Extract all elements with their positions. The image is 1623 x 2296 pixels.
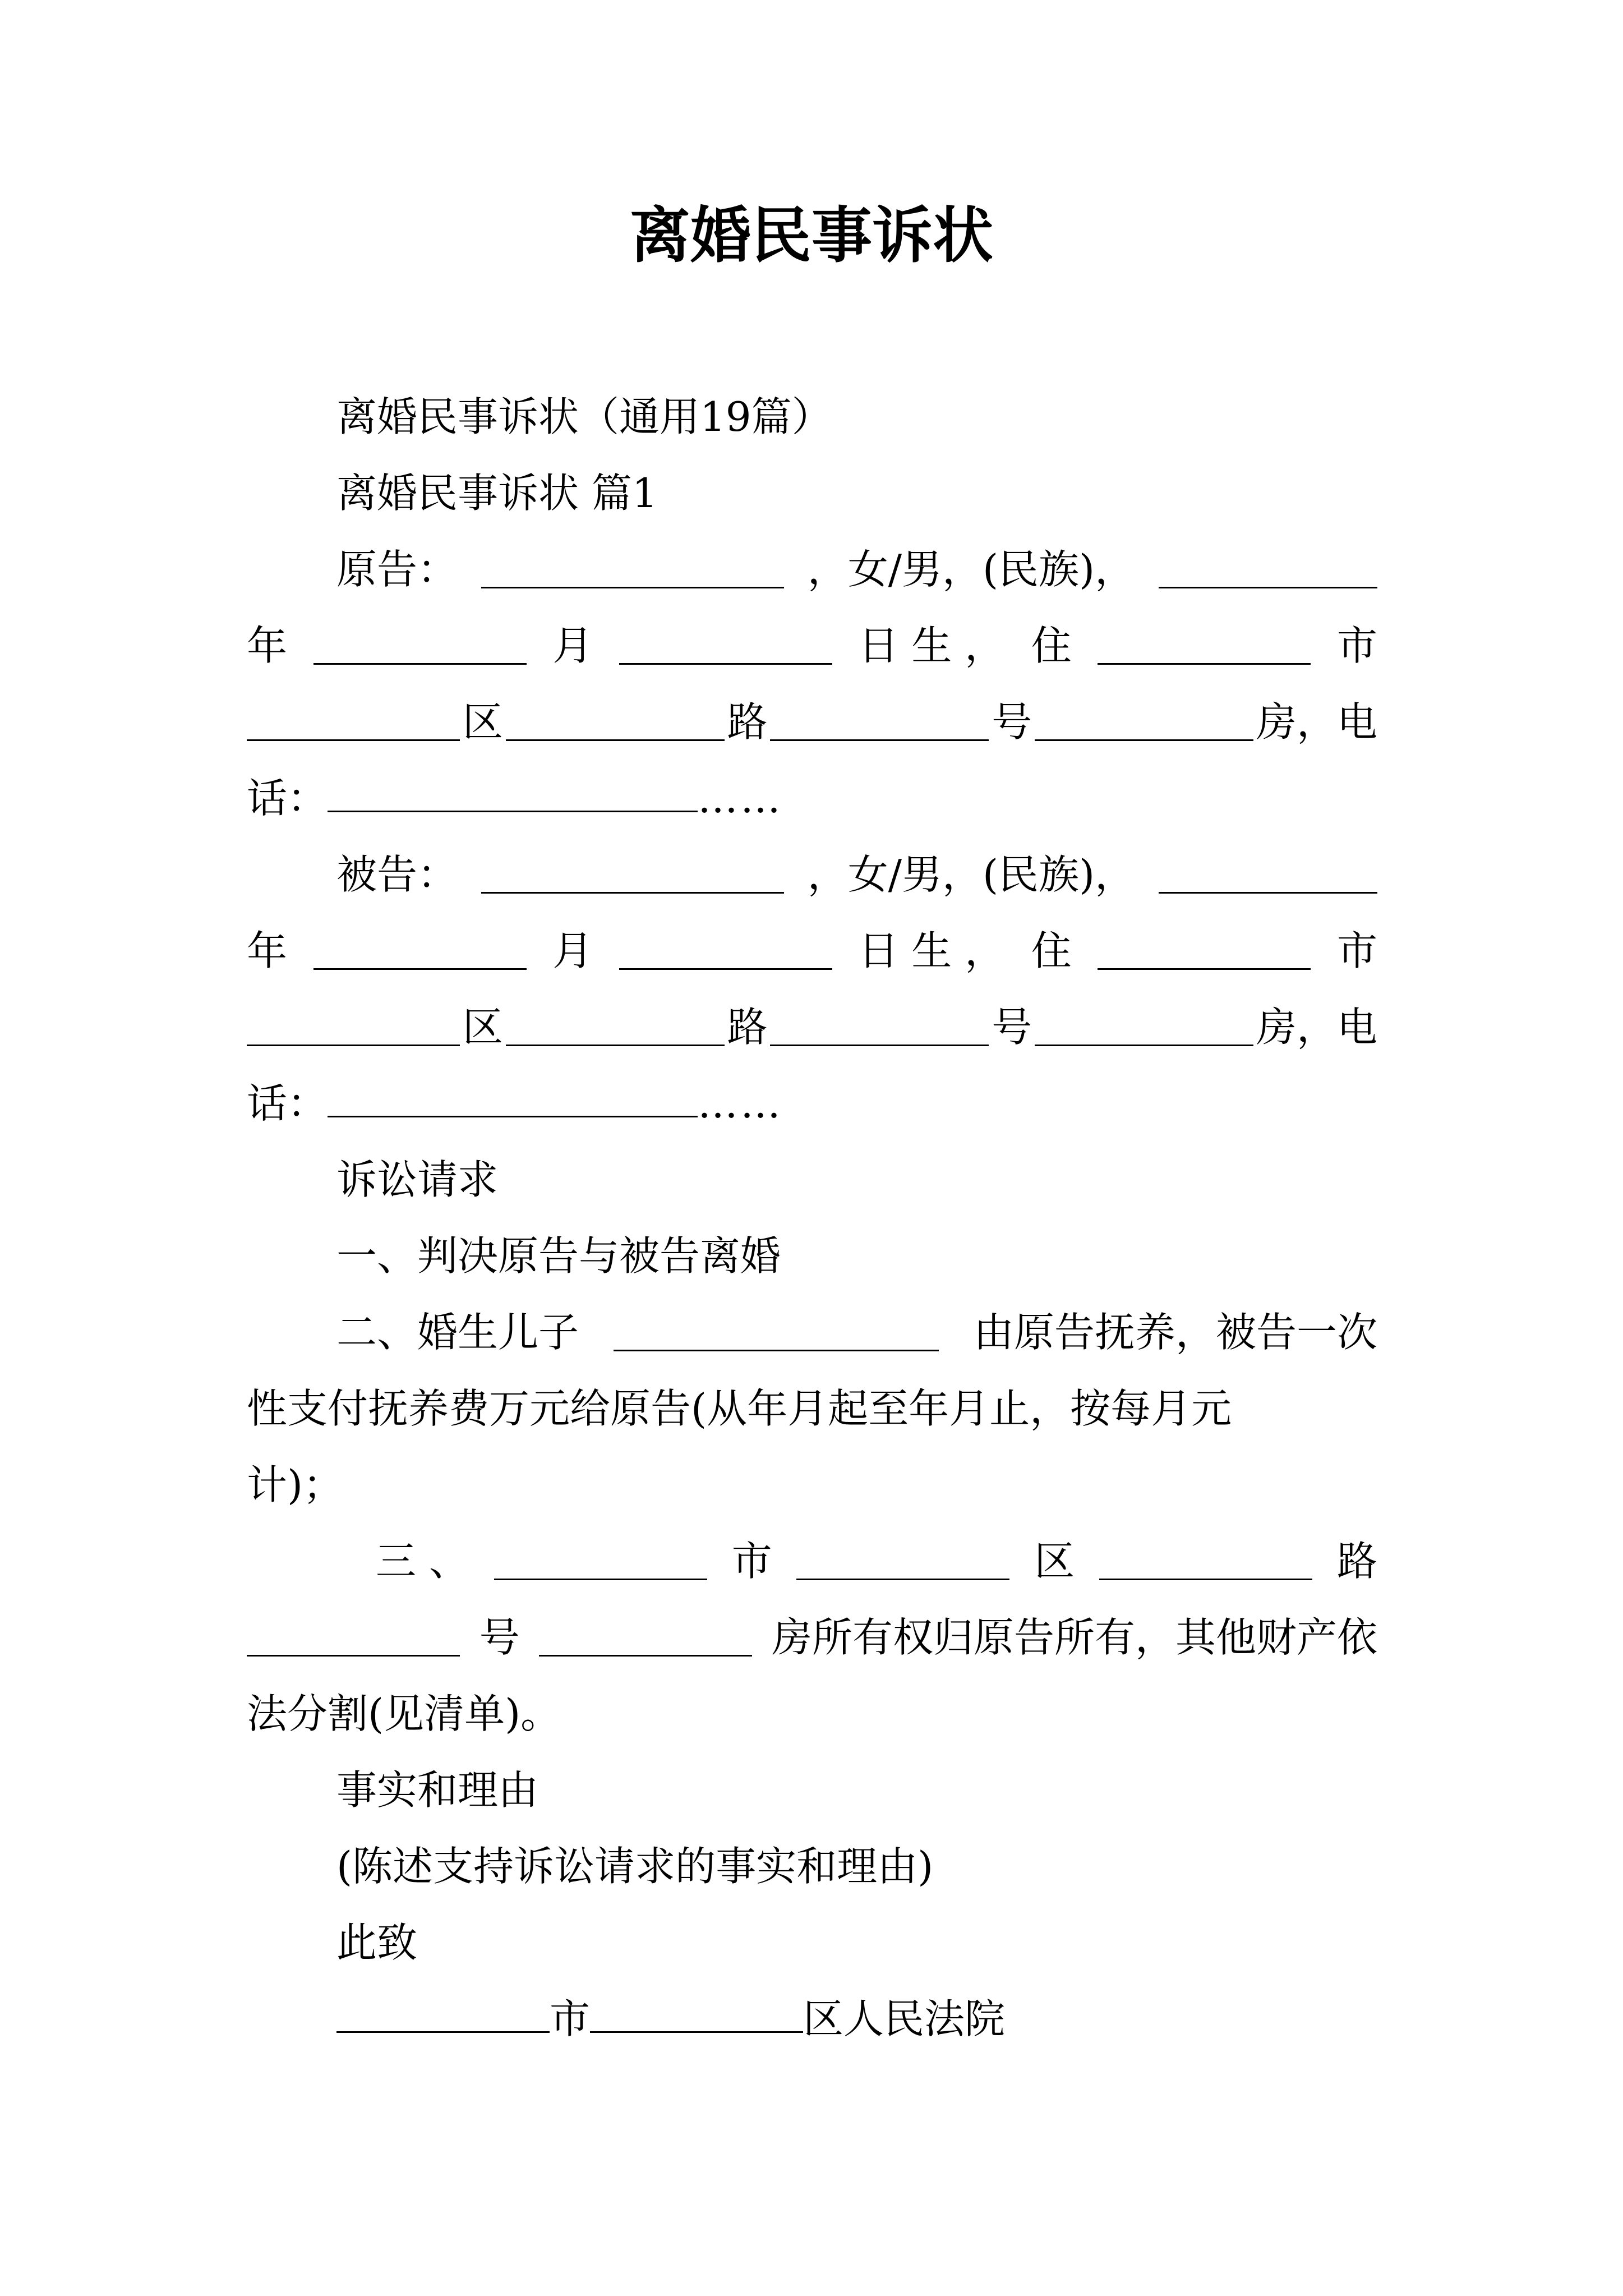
defendant-road-blank — [506, 1009, 725, 1046]
defendant-phone-blank — [328, 1080, 698, 1117]
plaintiff-birth-month-blank — [313, 627, 527, 665]
plaintiff-birth-year-blank — [1159, 551, 1377, 588]
plaintiff-district-blank — [247, 703, 460, 741]
plaintiff-ellipsis: …… — [698, 775, 783, 822]
claim-item-3-line-2 — [247, 1599, 1377, 1676]
plaintiff-born-label: 日 生 ， — [858, 622, 1006, 669]
chapter-title: 离婚民事诉状 篇1 — [336, 470, 658, 517]
defendant-live-label: 住 — [1031, 927, 1072, 974]
defendant-number-label: 号 — [992, 1004, 1032, 1051]
son-name-blank — [614, 1314, 939, 1351]
plaintiff-gender-ethnicity: ，女/男，(民族)， — [807, 546, 1136, 593]
page-title: 离婚民事诉状 — [629, 200, 993, 271]
defendant-room-phone-label: 房，电 — [1256, 1004, 1377, 1051]
court-rest-label: 区人民法院 — [803, 1995, 1006, 2042]
defendant-birth-day-blank — [619, 932, 832, 970]
plaintiff-road-label: 路 — [727, 698, 768, 746]
defendant-line-4 — [247, 1065, 1377, 1142]
plaintiff-line-3 — [247, 684, 1377, 760]
plaintiff-city-blank — [1098, 627, 1311, 665]
plaintiff-line-4 — [247, 760, 1377, 836]
claim-item-2-end: 由原告抚养，被告一次 — [973, 1309, 1377, 1356]
property-district-label: 区 — [1034, 1538, 1075, 1585]
claim-item-3-line-1 — [247, 1523, 1377, 1599]
property-road-label: 路 — [1336, 1538, 1377, 1585]
property-district-blank — [796, 1543, 1009, 1580]
defendant-road-label: 路 — [727, 1004, 768, 1051]
defendant-birth-year-blank — [1159, 856, 1377, 894]
property-road-blank — [1099, 1543, 1312, 1580]
plaintiff-label: 原告： — [336, 546, 458, 593]
claim-item-3-prefix: 三 、 — [376, 1538, 469, 1585]
defendant-gender-ethnicity: ，女/男，(民族)， — [807, 851, 1136, 898]
claim-item-2-line-1 — [247, 1294, 1377, 1370]
defendant-line-3 — [247, 989, 1377, 1065]
defendant-name-blank — [481, 856, 784, 894]
defendant-month-label: 月 — [552, 927, 593, 974]
facts-note: (陈述支持诉讼请求的事实和理由) — [336, 1843, 934, 1890]
defendant-year-label: 年 — [247, 927, 288, 974]
court-city-label: 市 — [550, 1995, 591, 2042]
defendant-line-2 — [247, 913, 1377, 989]
defendant-label: 被告： — [336, 851, 458, 898]
defendant-birth-month-blank — [313, 932, 527, 970]
plaintiff-city-label: 市 — [1336, 622, 1377, 669]
property-number-label: 号 — [479, 1614, 520, 1661]
collection-title: 离婚民事诉状（通用19篇） — [336, 393, 832, 440]
defendant-city-label: 市 — [1336, 927, 1377, 974]
plaintiff-room-phone-label: 房，电 — [1256, 698, 1377, 746]
defendant-district-blank — [247, 1009, 460, 1046]
plaintiff-line-2 — [247, 608, 1377, 684]
plaintiff-district-label: 区 — [462, 698, 503, 746]
claim-item-1: 一、判决原告与被告离婚 — [336, 1232, 781, 1280]
plaintiff-road-blank — [506, 703, 725, 741]
claim-item-3-line-3: 法分割(见清单)。 — [247, 1690, 561, 1737]
property-number-blank — [247, 1619, 460, 1657]
claim-item-2-line-2: 性支付抚养费万元给原告(从年月起至年月止，按每月元 — [247, 1385, 1232, 1432]
property-city-label: 市 — [731, 1538, 772, 1585]
defendant-city-blank — [1098, 932, 1311, 970]
court-line — [247, 1981, 1377, 2057]
defendant-born-label: 日 生 ， — [858, 927, 1006, 974]
plaintiff-room-blank — [1035, 703, 1253, 741]
plaintiff-line-1 — [247, 531, 1377, 608]
plaintiff-birth-day-blank — [619, 627, 832, 665]
facts-heading: 事实和理由 — [336, 1766, 539, 1814]
plaintiff-year-label: 年 — [247, 622, 288, 669]
defendant-phone-label: 话： — [247, 1080, 328, 1127]
claim-item-2-start: 二、婚生儿子 — [336, 1309, 579, 1356]
defendant-number-blank — [770, 1009, 989, 1046]
claim-item-2-line-3: 计)； — [247, 1461, 344, 1508]
defendant-room-blank — [1035, 1009, 1253, 1046]
plaintiff-month-label: 月 — [552, 622, 593, 669]
defendant-ellipsis: …… — [698, 1080, 783, 1127]
defendant-line-1 — [247, 836, 1377, 913]
court-district-blank — [590, 1995, 803, 2033]
plaintiff-number-label: 号 — [992, 698, 1032, 746]
plaintiff-phone-label: 话： — [247, 775, 328, 822]
plaintiff-name-blank — [481, 551, 784, 588]
property-city-blank — [494, 1543, 707, 1580]
defendant-district-label: 区 — [462, 1004, 503, 1051]
plaintiff-live-label: 住 — [1031, 622, 1072, 669]
court-city-blank — [336, 1995, 550, 2033]
plaintiff-number-blank — [770, 703, 989, 741]
claims-heading: 诉讼请求 — [336, 1156, 499, 1203]
claim-item-3-rest: 房所有权归原告所有，其他财产依 — [771, 1614, 1377, 1661]
salutation: 此致 — [336, 1919, 418, 1966]
plaintiff-phone-blank — [328, 775, 698, 812]
property-room-blank — [539, 1619, 752, 1657]
